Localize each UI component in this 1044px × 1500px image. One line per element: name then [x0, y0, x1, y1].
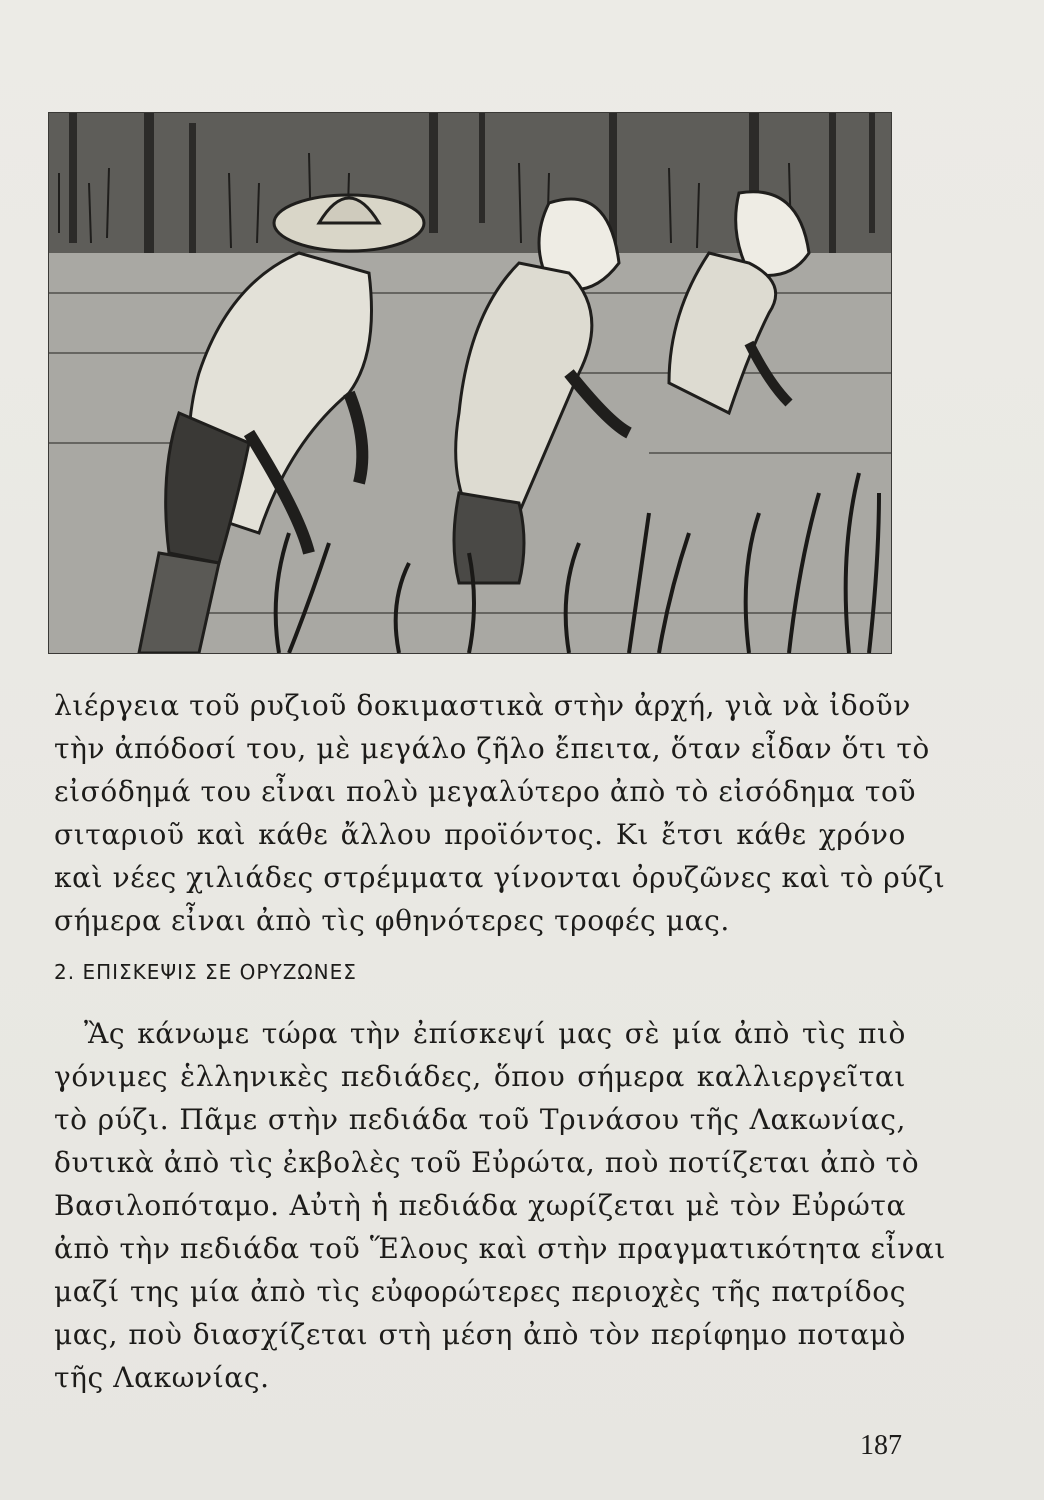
paragraph-bottom	[54, 1012, 947, 1399]
text-line: μας, ποὺ διασχίζεται στὴ μέση ἀπὸ τὸν περίφημο ποταμὸ	[54, 1318, 906, 1351]
text-line: δυτικὰ ἀπὸ τὶς ἐκβολὲς τοῦ Εὐρώτα, ποὺ ποτίζεται ἀπὸ τὸ	[54, 1146, 920, 1179]
text-line: σήμερα εἶναι ἀπὸ τὶς φθηνότερες τροφές μας.	[54, 904, 730, 937]
text-line: Ἂς κάνωμε τώρα τὴν ἐπίσκεψί μας σὲ μία ἀπὸ τὶς πιὸ	[84, 1017, 906, 1050]
illustration-drawing	[49, 113, 891, 653]
text-line: λιέργεια τοῦ ρυζιοῦ δοκιμαστικὰ στὴν ἀρχή, γιὰ νὰ ἰδοῦν	[54, 689, 911, 722]
page-number: 187	[860, 1430, 902, 1461]
paragraph-top	[54, 684, 946, 942]
text-line: σιταριοῦ καὶ κάθε ἄλλου προϊόντος. Κι ἔτσι κάθε χρόνο	[54, 818, 906, 851]
text-line: τὸ ρύζι. Πᾶμε στὴν πεδιάδα τοῦ Τρινάσου τῆς Λακωνίας,	[54, 1103, 906, 1136]
text-line: μαζί της μία ἀπὸ τὶς εὐφορώτερες περιοχὲς τῆς πατρίδος	[54, 1275, 906, 1308]
text-line: τῆς Λακωνίας.	[54, 1361, 270, 1394]
text-line: καὶ νέες χιλιάδες στρέμματα γίνονται ὀρυζῶνες καὶ τὸ ρύζι	[54, 861, 946, 894]
text-line: ἀπὸ τὴν πεδιάδα τοῦ Ἕλους καὶ στὴν πραγματικότητα εἶναι	[54, 1232, 947, 1265]
text-line: τὴν ἀπόδοσί του, μὲ μεγάλο ζῆλο ἔπειτα, ὅταν εἶδαν ὅτι τὸ	[54, 732, 930, 765]
text-line: Βασιλοπόταμο. Αὐτὴ ἡ πεδιάδα χωρίζεται μὲ τὸν Εὐρώτα	[54, 1189, 906, 1222]
section-heading: 2. ΕΠΙΣΚΕΨΙΣ ΣΕ ΟΡΥΖΩΝΕΣ	[54, 960, 357, 984]
rice-planting-illustration	[48, 112, 892, 654]
text-line: εἰσόδημά του εἶναι πολὺ μεγαλύτερο ἀπὸ τὸ εἰσόδημα τοῦ	[54, 775, 917, 808]
text-line: γόνιμες ἑλληνικὲς πεδιάδες, ὅπου σήμερα καλλιεργεῖται	[54, 1060, 906, 1093]
